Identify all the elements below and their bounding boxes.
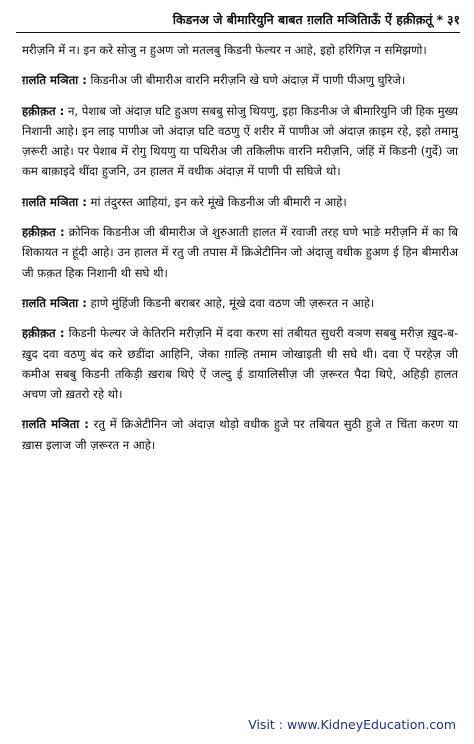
paragraph-text: किडनी फेल्यर जे केतिरनि मरीज़नि में दवा करण सां तबीयत सुधरी वञण सबबु मरीज़ ख़ुद-ब-ख़ुद दवा वठणु बंद करे छडींदा आहिनि, जेका ग़ाल्हि तमाम जोखाइती थी सघे थी। दवा ऐं परहेज़ जी कमीअ सबबु किडनी तकिड़ी ख़राब थिऐ ऐं जल्दु ई डायालिसीज़ जी ज़रूरत पैदा थिऐ, अहिड़ी हालत अचण जो ख़तरो रहे थो। xyxy=(22,326,458,402)
paragraph-continuation xyxy=(22,40,458,60)
page-content xyxy=(22,40,458,704)
fact-paragraph xyxy=(22,101,458,182)
paragraph-text: किडनीअ जी बीमारीअ वारनि मरीज़नि खे घणे अंदाज़ में पाणी पीअणु घुरिजे। xyxy=(86,73,406,88)
myth-label: ग़लति मञिता : xyxy=(22,295,87,310)
paragraph-text: क्रोनिक किडनीअ जी बीमारीअ जे शुरुआती हालत में रवाजी तरह घणे भाङे मरीज़नि में का बि शिकायत न हूंदी आहे। उन हालत में रतु जी तपास में क्रिअेटीनिन जो अंदाज़ु वधीक हुअण ई हिन बीमारीअ जी फ़क़त हिक निशानी थी सघे थी। xyxy=(22,225,458,280)
paragraph-text: मरीज़नि में न। इन करे सोजु न हुअण जो मतलबु किडनी फेल्यर न आहे, इहो हरिगिज़ न समिझणो। xyxy=(22,43,427,57)
fact-paragraph xyxy=(22,222,458,283)
myth-paragraph xyxy=(22,192,458,212)
myth-label: ग़लति मञिता : xyxy=(22,194,87,209)
paragraph-text: न, पेशाब जो अंदाज़ घटि हुअण सबबु सोजु थियणु, इहा किडनीअ जे बीमारियुनि जी हिक मुख्य निशानी आहे। इन लाइ पाणीअ जो अंदाज़ घटि वठणु ऐं शरीर में पाणीअ जो अंदाज़ क़ाइम रहे, इहो तमामु ज़रूरी आहे। पर पेशाब में रोगु थियणु या पथिरीअ जी तकिलीफ वारनि मरीज़नि, जंहिं में किडनी (गुर्दे) जा कम बाक़ाइदे थींदा हुजनि, उन हालत में वधीक अंदाज़ में पाणी पी सघिजे थो। xyxy=(22,103,459,179)
myth-paragraph xyxy=(22,293,458,313)
myth-label: ग़लति मञिता : xyxy=(22,73,87,88)
page-number: ३१ xyxy=(446,11,460,27)
paragraph-text: हाणे मुंहिंजी किडनी बराबर आहे, मूंखे दवा वठण जी ज़रूरत न आहे। xyxy=(86,295,375,310)
fact-label: हक़ीक़त : xyxy=(22,225,65,240)
header-rule xyxy=(16,32,460,33)
myth-paragraph xyxy=(22,70,458,90)
fact-paragraph xyxy=(22,323,458,404)
running-header xyxy=(16,6,460,32)
paragraph-text: मां तंदुरस्त आहियां, इन करे मूंखे किडनीअ जी बीमारी न आहे। xyxy=(86,194,347,209)
fact-label: हक़ीक़त : xyxy=(22,326,65,341)
paragraph-text: रतु में क्रिअेटीनिन जो अंदाज़ थोड़ो वधीक हुजे पर तबियत सुठी हुजे त चिंता करण या ख़ास इलाज जी ज़रूरत न आहे। xyxy=(22,417,459,452)
myth-paragraph xyxy=(22,414,458,455)
fact-label: हक़ीक़त : xyxy=(22,103,65,118)
header-title: किडनअ जे बीमारियुनि बाबत ग़लति मञितिाऊँ ऐं हक़ीक़तूं xyxy=(172,11,433,27)
myth-label: ग़लति मञिता : xyxy=(22,417,89,432)
footer-visit-link[interactable]: Visit : www.KidneyEducation.com xyxy=(248,717,456,732)
header-separator: * xyxy=(436,11,443,27)
